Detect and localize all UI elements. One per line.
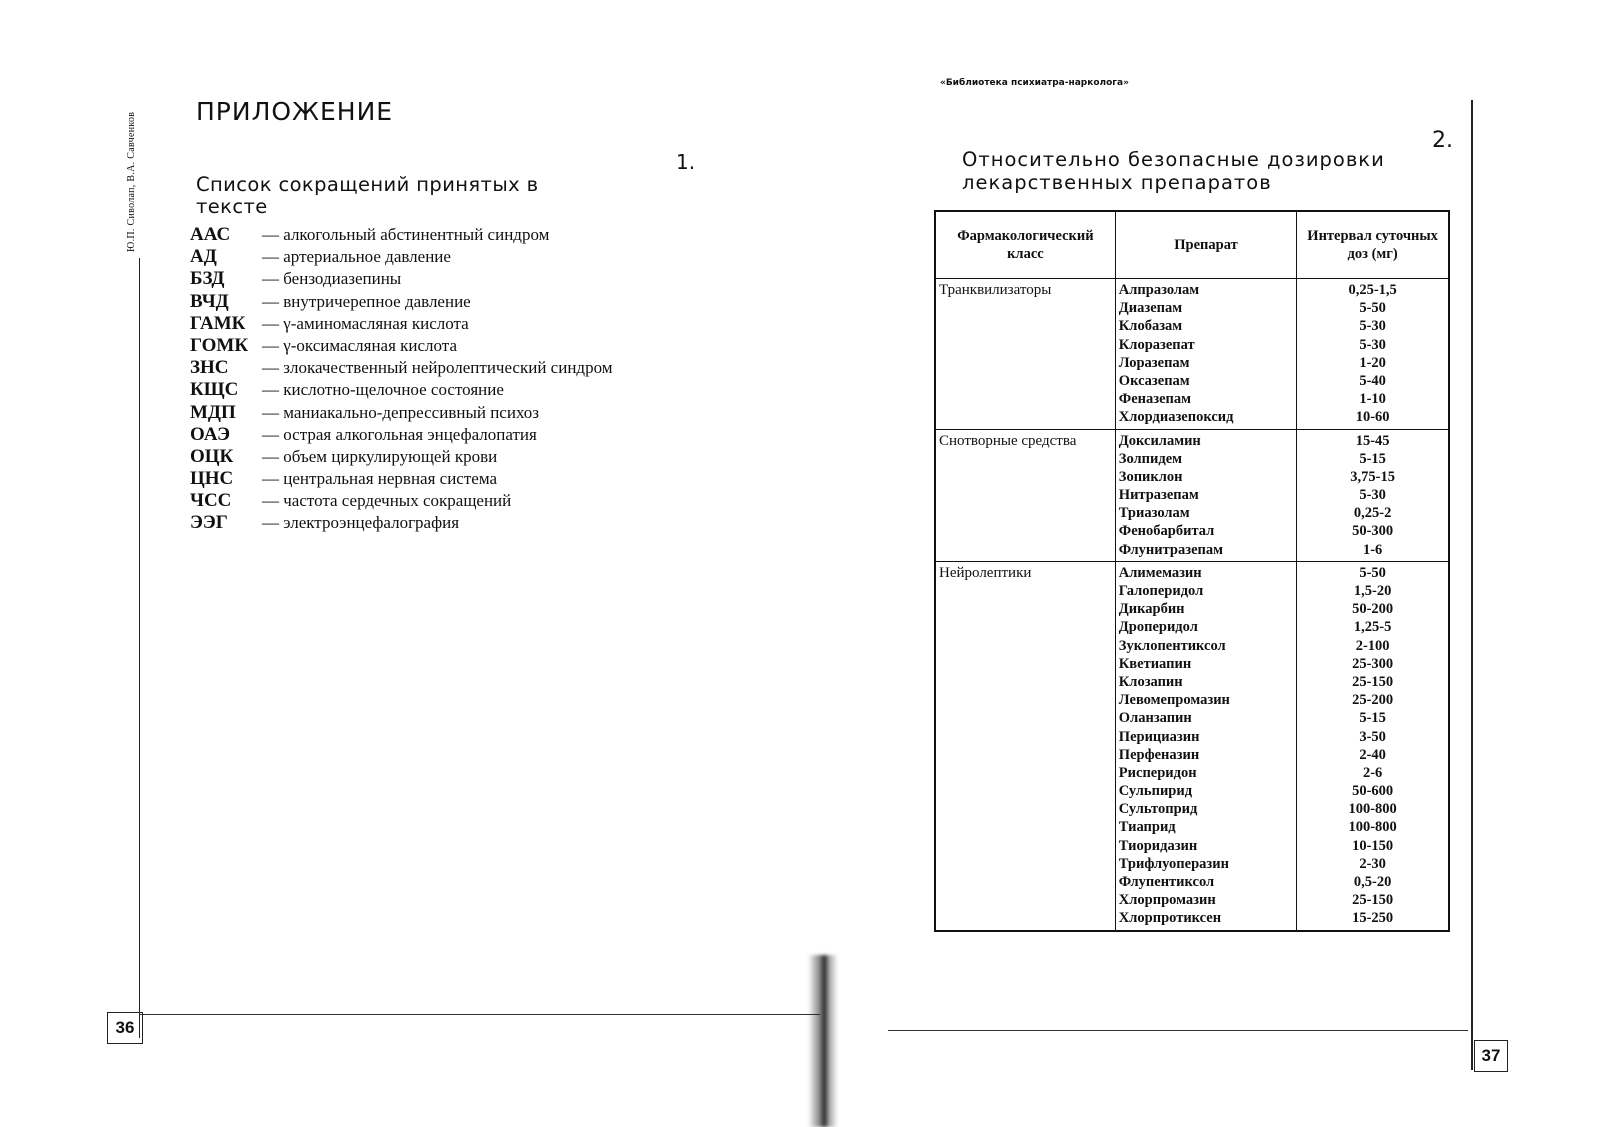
drug-name: Перфеназин	[1118, 746, 1200, 763]
abbreviation-definition: — γ-оксимасляная кислота	[262, 335, 457, 355]
dose-cell	[1297, 279, 1449, 430]
abbreviation-definition: — кислотно-щелочное состояние	[262, 380, 504, 400]
dose-cell	[1297, 429, 1449, 561]
drug-name: Клоразепат	[1118, 336, 1195, 353]
dose-cell	[1297, 561, 1449, 930]
dose-range: 5-30	[1359, 487, 1386, 504]
abbreviation-code: ГОМК	[190, 334, 249, 356]
class-name: Транквилизаторы	[939, 282, 1052, 298]
abbreviation-row	[190, 357, 750, 379]
table-body	[935, 279, 1449, 931]
abbreviation-definition: — бензодиазепины	[262, 269, 402, 289]
dose-range: 0,25-1,5	[1348, 282, 1397, 298]
drug-name: Зуклопентиксол	[1118, 637, 1226, 654]
abbreviation-definition: — γ-аминомасляная кислота	[262, 313, 469, 333]
page-number-left: 36	[107, 1012, 143, 1044]
abbreviation-code: ААС	[190, 224, 231, 245]
drug-cell	[1115, 561, 1296, 930]
drug-name: Оланзапин	[1118, 710, 1192, 727]
dose-range: 5-15	[1359, 710, 1386, 727]
class-cell	[935, 279, 1115, 430]
drug-name: Доксиламин	[1118, 432, 1201, 449]
drug-name: Золпидем	[1118, 450, 1183, 467]
drug-name: Оксазепам	[1118, 372, 1190, 389]
left-footer-rule	[140, 1014, 820, 1015]
drug-name: Зопиклон	[1118, 468, 1183, 485]
drug-name: Триазолам	[1118, 505, 1190, 522]
dose-range: 2-30	[1359, 855, 1386, 872]
class-cell	[935, 429, 1115, 561]
dose-range: 3-50	[1359, 728, 1386, 745]
drug-name: Галоперидол	[1118, 583, 1204, 599]
drug-name: Кветиапин	[1118, 655, 1192, 672]
table-group-row	[935, 279, 1449, 430]
abbreviation-definition: — внутричерепное давление	[262, 291, 471, 311]
dose-range: 1-10	[1359, 391, 1386, 408]
dose-range: 2-100	[1355, 637, 1390, 654]
abbreviation-code: КЩС	[190, 379, 239, 401]
page-number-right: 37	[1474, 1040, 1508, 1072]
dose-range: 25-150	[1352, 673, 1394, 690]
spine-author-text: Ю.П. Сиволап, В.А. Савченков	[126, 111, 137, 252]
dose-range: 5-50	[1359, 300, 1386, 317]
dose-range: 1-6	[1362, 541, 1383, 558]
table-title-line-1: Относительно безопасные дозировки	[962, 148, 1385, 171]
drug-name: Хлорпротиксен	[1118, 910, 1222, 927]
dose-range: 1-20	[1359, 354, 1386, 371]
abbreviation-code: ОЦК	[190, 445, 234, 467]
drug-name: Сультоприд	[1118, 801, 1198, 818]
dose-range: 10-60	[1355, 409, 1390, 426]
abbreviation-row	[190, 468, 750, 490]
abbreviation-code: ВЧД	[190, 290, 229, 312]
drug-name: Диазепам	[1118, 300, 1183, 317]
abbreviation-definition: — артериальное давление	[262, 247, 451, 267]
abbreviation-row	[190, 291, 750, 313]
drug-name: Хлорпромазин	[1118, 892, 1216, 909]
abbreviation-definition: — маниакально-депрессивный психоз	[262, 402, 540, 422]
drug-name: Левомепромазин	[1118, 692, 1230, 709]
abbreviation-code: АД	[190, 246, 217, 268]
abbreviation-row	[190, 446, 750, 468]
dose-range: 0,5-20	[1353, 874, 1392, 890]
dose-range: 3,75-15	[1350, 468, 1395, 485]
dose-range: 100-800	[1348, 819, 1397, 836]
abbreviation-definition: — электроэнцефалография	[262, 513, 460, 533]
table-title	[962, 148, 1385, 194]
book-gutter-shadow	[808, 955, 838, 1127]
abbreviation-definition: — алкогольный абстинентный синдром	[262, 225, 550, 244]
abbreviations-list	[190, 224, 750, 535]
table-group-row	[935, 429, 1449, 561]
dose-range: 50-300	[1352, 523, 1394, 540]
dose-range: 50-200	[1352, 601, 1394, 618]
header-class: Фармакологический класс	[935, 211, 1115, 279]
abbreviation-code: ЧСС	[190, 490, 232, 512]
series-title: «Библиотека психиатра-нарколога»	[940, 78, 1129, 88]
drug-name: Клозапин	[1118, 673, 1183, 690]
abbreviation-row	[190, 402, 750, 424]
class-name: Снотворные средства	[939, 432, 1077, 449]
class-cell	[935, 561, 1115, 930]
abbreviation-definition: — острая алкогольная энцефалопатия	[262, 424, 537, 444]
table-header-row	[935, 211, 1449, 279]
dose-range: 5-50	[1359, 564, 1386, 581]
dose-range: 1,25-5	[1353, 619, 1392, 636]
abbreviation-code: ОАЭ	[190, 423, 230, 445]
drug-name: Тиаприд	[1118, 819, 1176, 836]
abbreviation-definition: — злокачественный нейролептический синдром	[262, 358, 613, 378]
abbreviation-row	[190, 224, 750, 246]
header-dose: Интервал суточных доз (мг)	[1297, 211, 1449, 279]
drug-cell	[1115, 429, 1296, 561]
dose-range: 25-300	[1352, 655, 1394, 672]
abbreviation-row	[190, 424, 750, 446]
abbreviation-definition: — частота сердечных сокращений	[262, 491, 512, 511]
drug-name: Рисперидон	[1118, 764, 1197, 781]
dose-range: 100-800	[1348, 801, 1397, 818]
drug-name: Дикарбин	[1118, 601, 1185, 618]
dose-range: 0,25-2	[1353, 505, 1392, 522]
abbreviation-code: ЗНС	[190, 357, 229, 379]
drug-name: Тиоридазин	[1118, 837, 1198, 854]
dose-range: 1,5-20	[1353, 583, 1392, 599]
right-margin-rule	[1471, 100, 1473, 1070]
abbreviation-code: ЦНС	[190, 468, 234, 490]
drug-name: Флупентиксол	[1118, 874, 1215, 890]
dose-range: 5-30	[1359, 318, 1386, 335]
abbreviation-row	[190, 313, 750, 335]
abbreviation-row	[190, 512, 750, 534]
abbreviation-definition: — центральная нервная система	[262, 469, 498, 489]
dose-range: 2-40	[1359, 746, 1386, 763]
class-name: Нейролептики	[939, 564, 1032, 581]
drug-name: Нитразепам	[1118, 487, 1199, 504]
abbreviations-list-title: Список сокращений принятых в тексте	[196, 173, 539, 218]
drug-name: Флунитразепам	[1118, 541, 1223, 558]
drug-name: Феназепам	[1118, 391, 1192, 408]
drug-name: Клобазам	[1118, 318, 1183, 335]
abbreviation-code: ЭЭГ	[190, 512, 228, 534]
abbreviation-row	[190, 335, 750, 357]
table-title-line-2: лекарственных препаратов	[962, 171, 1272, 194]
abbreviation-code: ГАМК	[190, 312, 246, 334]
drug-name: Фенобарбитал	[1118, 523, 1215, 540]
appendix-number-1: 1.	[676, 150, 696, 174]
abbreviation-row	[190, 246, 750, 268]
table-group-row	[935, 561, 1449, 930]
page-heading: ПРИЛОЖЕНИЕ	[196, 97, 394, 126]
dose-range: 5-30	[1359, 336, 1386, 353]
right-footer-rule	[888, 1030, 1468, 1031]
drug-name: Трифлуоперазин	[1118, 855, 1229, 872]
dosage-table	[934, 210, 1450, 932]
drug-name: Алпразолам	[1118, 282, 1200, 298]
dose-range: 25-150	[1352, 892, 1394, 909]
dose-range: 5-15	[1359, 450, 1386, 467]
header-drug: Препарат	[1115, 211, 1296, 279]
dose-range: 15-250	[1352, 910, 1394, 927]
abbreviation-definition: — объем циркулирующей крови	[262, 446, 498, 466]
dose-range: 50-600	[1352, 783, 1394, 800]
drug-cell	[1115, 279, 1296, 430]
drug-name: Алимемазин	[1118, 564, 1202, 581]
dose-range: 2-6	[1362, 764, 1383, 781]
appendix-number-2: 2.	[1432, 128, 1453, 153]
abbreviation-row	[190, 268, 750, 290]
spine-rule	[139, 258, 140, 1038]
dose-range: 10-150	[1352, 837, 1394, 854]
drug-name: Дроперидол	[1118, 619, 1198, 636]
dose-range: 25-200	[1352, 692, 1394, 709]
abbreviation-code: МДП	[190, 401, 236, 423]
dose-range: 5-40	[1359, 372, 1386, 389]
drug-name: Лоразепам	[1118, 354, 1190, 371]
drug-name: Перициазин	[1118, 728, 1200, 745]
abbreviation-row	[190, 379, 750, 401]
abbreviation-row	[190, 490, 750, 512]
drug-name: Сульпирид	[1118, 783, 1193, 800]
dose-range: 15-45	[1355, 432, 1390, 449]
abbreviation-code: БЗД	[190, 268, 225, 290]
drug-name: Хлордиазепоксид	[1118, 409, 1234, 426]
